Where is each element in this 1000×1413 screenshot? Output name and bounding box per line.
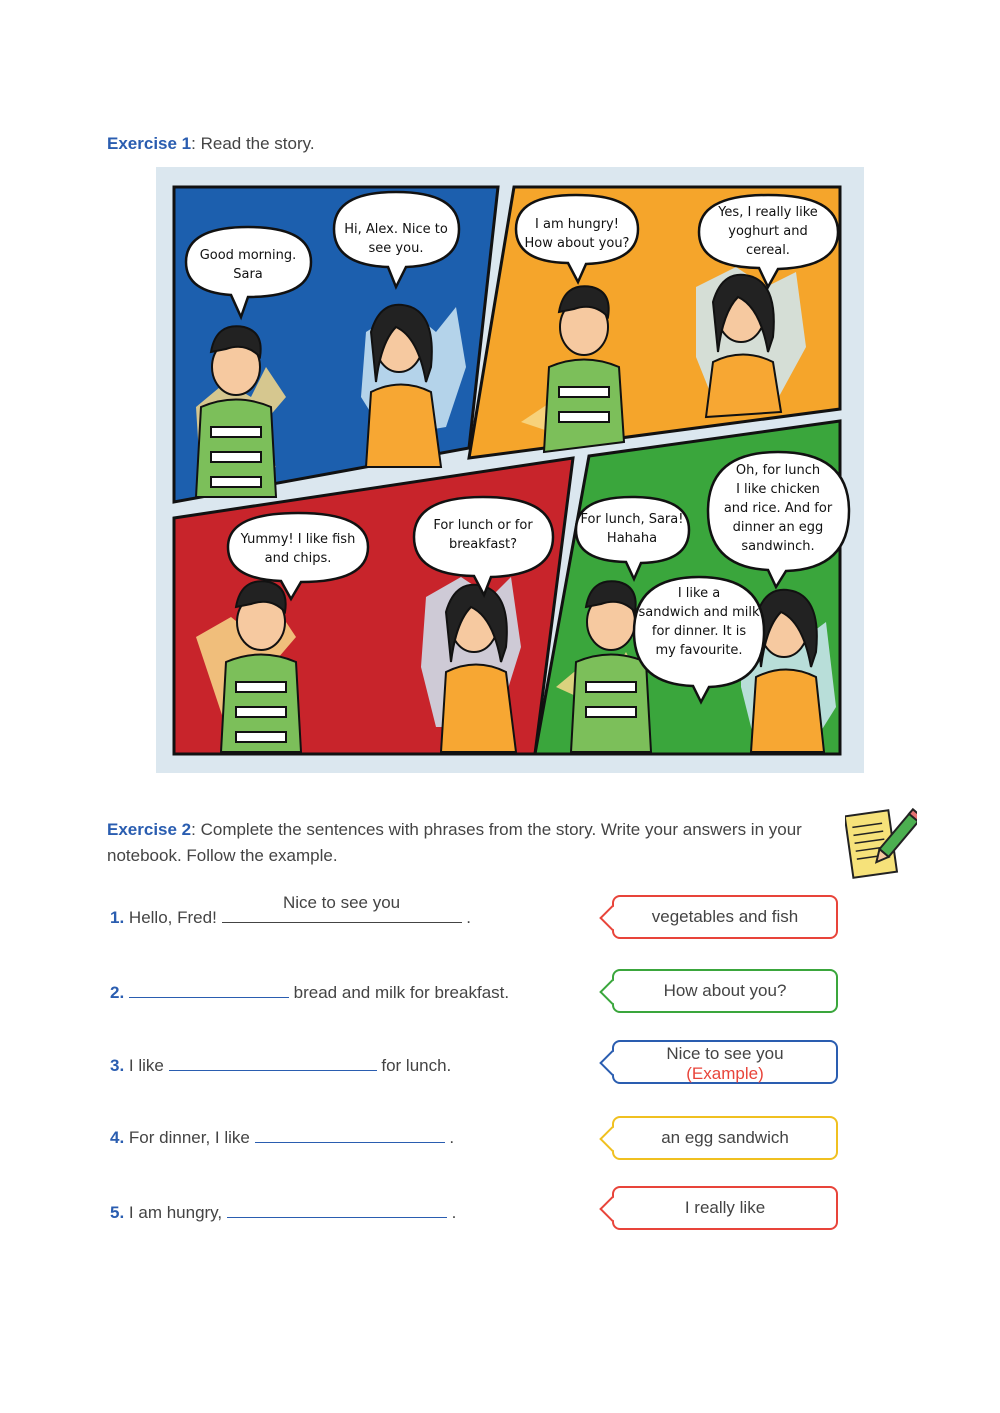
question-number: 3.	[110, 1056, 125, 1075]
option-label: I really like	[684, 1198, 766, 1217]
exercise-1-label: Exercise 1	[107, 134, 192, 153]
dialogue-text: cereal.	[746, 243, 790, 258]
dialogue-text: Sara	[233, 267, 263, 282]
question-text: .	[451, 1203, 457, 1222]
option-an-egg-sandwich[interactable]	[612, 1116, 838, 1160]
dialogue-text: I like chicken	[736, 482, 820, 497]
question-text: .	[466, 908, 471, 927]
dialogue-text: I am hungry!	[535, 217, 619, 232]
question-4	[110, 1120, 454, 1150]
comic-svg	[156, 167, 864, 773]
question-5	[110, 1195, 456, 1225]
dialogue-text: see you.	[368, 241, 424, 256]
comic-strip	[156, 167, 864, 773]
question-number: 1.	[110, 908, 125, 927]
question-1	[110, 893, 471, 930]
question-text: Hello, Fred!	[128, 908, 217, 927]
exercise-2-instruction: : Complete the sentences with phrases from the story. Write your answers in your notebook. Follow the example.	[107, 820, 802, 865]
example-note: (Example)	[686, 1064, 764, 1083]
option-how-about-you[interactable]	[612, 969, 838, 1013]
answer-blank[interactable]	[227, 1195, 447, 1218]
dialogue-text: Good morning.	[199, 248, 297, 263]
exercise-2-label: Exercise 2	[107, 820, 192, 839]
option-label: vegetables and fish	[651, 907, 799, 926]
example-answer: Nice to see you	[282, 893, 401, 912]
option-label: an egg sandwich	[661, 1128, 789, 1147]
question-text: I am hungry,	[128, 1203, 223, 1222]
dialogue-text: Yummy! I like fish	[240, 532, 356, 547]
dialogue-text: Oh, for lunch	[735, 463, 821, 478]
question-number: 4.	[110, 1128, 125, 1147]
dialogue-text: sandwich and milk	[638, 605, 760, 620]
exercise-1-title	[107, 131, 315, 157]
question-number: 5.	[110, 1203, 125, 1222]
notepad-pencil-icon	[845, 805, 917, 885]
question-text: .	[449, 1128, 455, 1147]
question-number: 2.	[110, 983, 125, 1002]
answer-blank[interactable]	[169, 1048, 377, 1071]
option-label	[614, 1042, 836, 1084]
option-label: How about you?	[663, 981, 787, 1000]
dialogue-text: dinner an egg	[732, 520, 824, 535]
exercise-2-title	[107, 817, 837, 869]
option-nice-to-see-you[interactable]	[612, 1040, 838, 1084]
question-2	[110, 975, 509, 1005]
dialogue-text: for dinner. It is	[651, 624, 747, 639]
dialogue-text: and chips.	[264, 551, 332, 566]
exercise-1-instruction: : Read the story.	[191, 134, 315, 153]
dialogue-text: my favourite.	[655, 643, 743, 658]
dialogue-text: For lunch or for	[433, 518, 533, 533]
dialogue-text: Yes, I really like	[718, 205, 818, 220]
question-text: for lunch.	[381, 1056, 452, 1075]
dialogue-text: How about you?	[524, 236, 630, 251]
dialogue-text: sandwinch.	[741, 539, 815, 554]
question-3	[110, 1048, 451, 1078]
dialogue-text: I like a	[677, 586, 721, 601]
question-text: For dinner, I like	[128, 1128, 250, 1147]
answer-blank[interactable]	[255, 1120, 445, 1143]
dialogue-text: yoghurt and	[728, 224, 808, 239]
question-text: bread and milk for breakfast.	[293, 983, 510, 1002]
dialogue-text: and rice. And for	[723, 501, 833, 516]
question-text: I like	[128, 1056, 164, 1075]
dialogue-text: breakfast?	[448, 537, 518, 552]
option-text: Nice to see you	[666, 1044, 784, 1063]
answer-blank[interactable]	[222, 893, 462, 923]
answer-blank[interactable]	[129, 975, 289, 998]
dialogue-text: Hi, Alex. Nice to	[344, 222, 448, 237]
dialogue-text: Hahaha	[606, 531, 658, 546]
option-i-really-like[interactable]	[612, 1186, 838, 1230]
dialogue-text: For lunch, Sara!	[580, 512, 684, 527]
option-vegetables-and-fish[interactable]	[612, 895, 838, 939]
